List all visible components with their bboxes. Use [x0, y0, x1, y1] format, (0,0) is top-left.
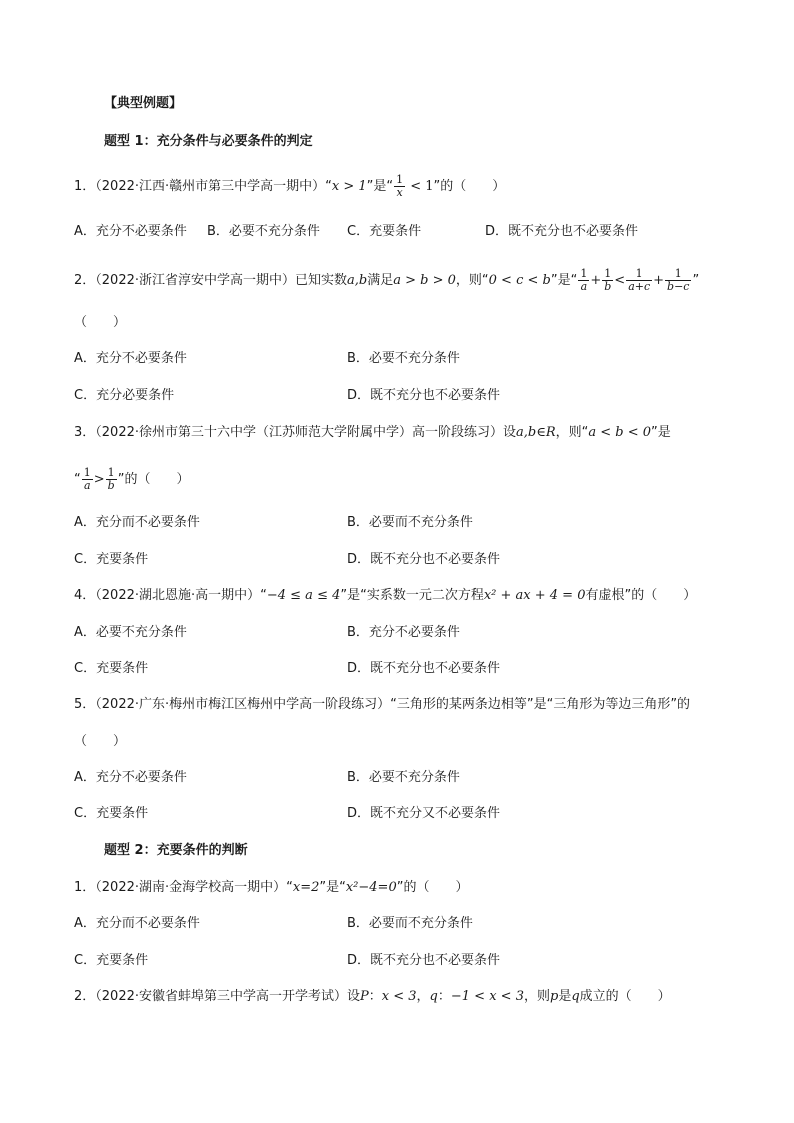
q1-2-option-b[interactable]: B．必要不充分条件 — [347, 351, 460, 366]
type1-heading: 题型 1：充分条件与必要条件的判定 — [104, 134, 313, 149]
q1-5-option-a[interactable]: A．充分不必要条件 — [74, 770, 187, 785]
question-1-3-line2: “ $\frac{1}{a}$ > $\frac{1}{b}$ ”的（ ） — [74, 466, 190, 492]
q1-1-option-d[interactable]: D．既不充分也不必要条件 — [485, 224, 639, 239]
fraction: $\frac{1}{x}$ — [396, 173, 404, 199]
question-1-4: 4．（2022·湖北恩施·高一期中）“−4 ≤ a ≤ 4”是“实系数一元二次方程x² + ax + 4 = 0有虚根”的（ ） — [74, 588, 697, 603]
q1-2-option-a[interactable]: A．充分不必要条件 — [74, 351, 187, 366]
question-1-2: 2．（2022·浙江省淳安中学高一期中）已知实数a,b满足a > b > 0，则“0 < c < b”是“ $\frac{1}{a}$ + $\frac{1}{b}$ < $\frac{1}{a+c}$ + $\frac{1}{b-c}$ ” — [74, 267, 700, 293]
q2-1-option-b[interactable]: B．必要而不充分条件 — [347, 916, 473, 931]
q1-3-option-b[interactable]: B．必要而不充分条件 — [347, 515, 473, 530]
q1-5-paren: （ ） — [74, 734, 127, 749]
q1-5-option-b[interactable]: B．必要不充分条件 — [347, 770, 460, 785]
q1-3-option-a[interactable]: A．充分而不必要条件 — [74, 515, 200, 530]
q1-1-option-c[interactable]: C．充要条件 — [347, 224, 422, 239]
question-2-1: 1．（2022·湖南·金海学校高一期中）“x=2”是“x²−4=0”的（ ） — [74, 880, 469, 895]
q1-1-option-a[interactable]: A．充分不必要条件 — [74, 224, 187, 239]
q1-3-option-d[interactable]: D．既不充分也不必要条件 — [347, 552, 501, 567]
q1-2-paren: （ ） — [74, 315, 127, 330]
type2-heading: 题型 2：充要条件的判断 — [104, 843, 248, 858]
question-1-5: 5．（2022·广东·梅州市梅江区梅州中学高一阶段练习）“三角形的某两条边相等”是“三角形为等边三角形”的 — [74, 697, 691, 712]
question-2-2: 2．（2022·安徽省蚌埠第三中学高一开学考试）设P：x < 3，q：−1 < x < 3，则p是q成立的（ ） — [74, 989, 671, 1004]
section-title: 【典型例题】 — [104, 96, 183, 111]
q1-2-option-c[interactable]: C．充分必要条件 — [74, 388, 175, 403]
q1-4-option-b[interactable]: B．充分不必要条件 — [347, 625, 460, 640]
q1-5-option-c[interactable]: C．充要条件 — [74, 806, 149, 821]
q2-1-option-a[interactable]: A．充分而不必要条件 — [74, 916, 200, 931]
q1-2-option-d[interactable]: D．既不充分也不必要条件 — [347, 388, 501, 403]
q2-1-option-c[interactable]: C．充要条件 — [74, 953, 149, 968]
question-1-1: 1．（2022·江西·赣州市第三中学高一期中）“x > 1”是“ $\frac{1}{x}$ < 1”的（ ） — [74, 173, 506, 199]
q1-4-option-c[interactable]: C．充要条件 — [74, 661, 149, 676]
q1-4-option-d[interactable]: D．既不充分也不必要条件 — [347, 661, 501, 676]
q1-5-option-d[interactable]: D．既不充分又不必要条件 — [347, 806, 501, 821]
q1-4-option-a[interactable]: A．必要不充分条件 — [74, 625, 187, 640]
q2-1-option-d[interactable]: D．既不充分也不必要条件 — [347, 953, 501, 968]
q1-1-option-b[interactable]: B．必要不充分条件 — [207, 224, 320, 239]
q1-3-option-c[interactable]: C．充要条件 — [74, 552, 149, 567]
question-1-3: 3．（2022·徐州市第三十六中学（江苏师范大学附属中学）高一阶段练习）设a,b∈R，则“a < b < 0”是 — [74, 425, 671, 440]
